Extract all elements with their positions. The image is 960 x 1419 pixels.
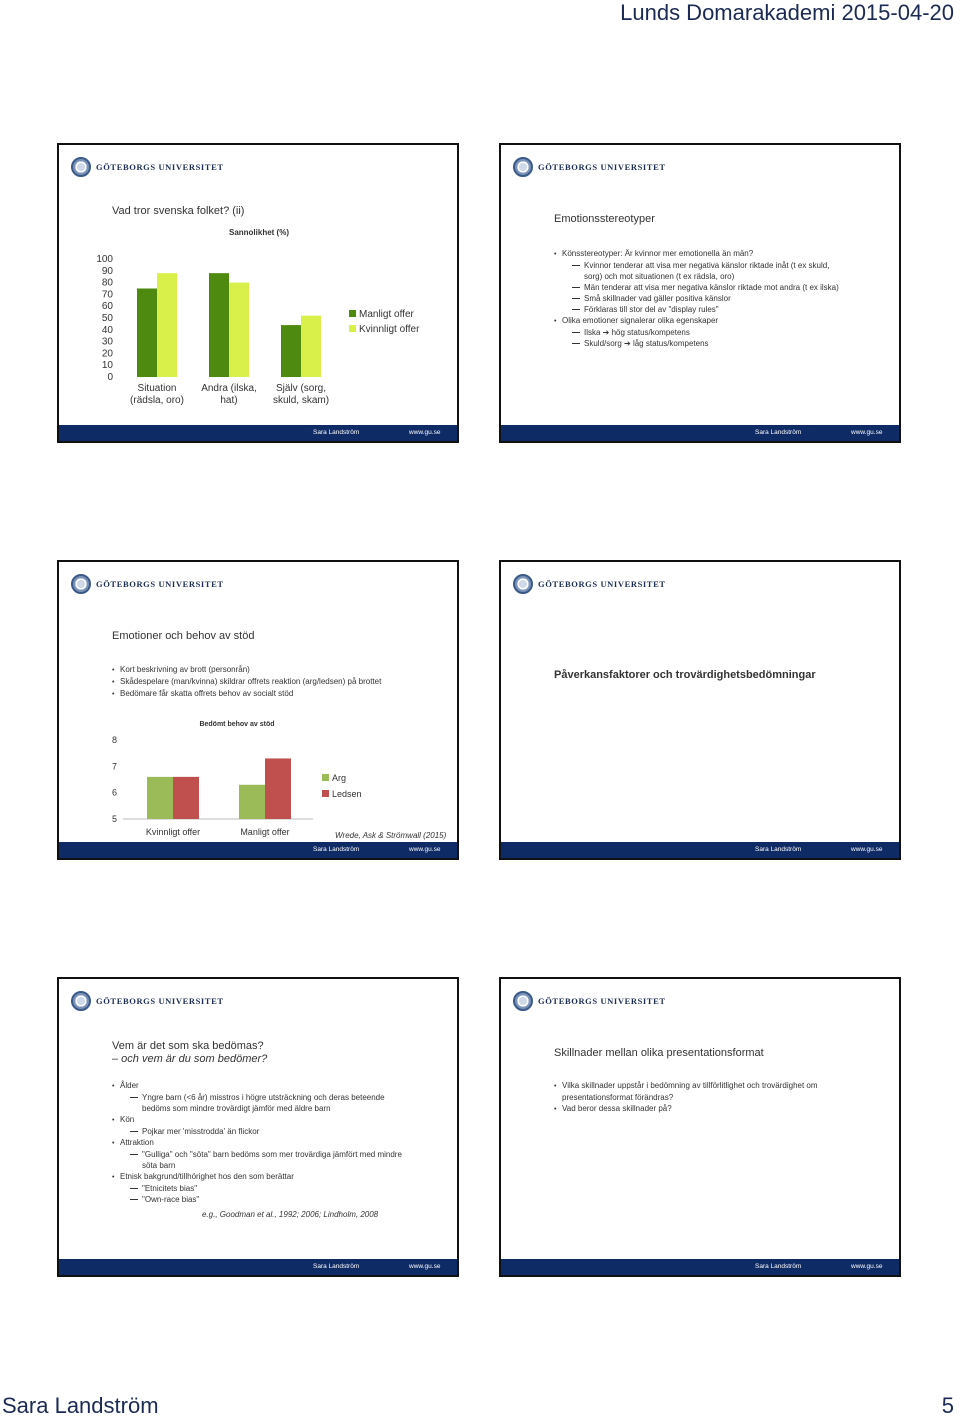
footer-author: Sara Landström (313, 429, 360, 436)
logo-text: GÖTEBORGS UNIVERSITET (538, 996, 666, 1006)
y-tick-label: 100 (96, 254, 113, 265)
y-tick-label: 70 (101, 289, 113, 301)
bullet-item: • Könsstereotyper: Är kvinnor mer emotionella än män? (554, 248, 844, 260)
logo-text: GÖTEBORGS UNIVERSITET (96, 162, 224, 172)
slide-1 (57, 143, 459, 443)
slide-title: Påverkansfaktorer och trovärdighetsbedömningar (554, 669, 816, 681)
footer-author: Sara Landström (755, 846, 802, 853)
citation: Wrede, Ask & Strömwall (2015) (335, 831, 447, 840)
legend-swatch (349, 310, 356, 317)
x-category-label: Manligt offer (240, 827, 290, 837)
slide-title: Vad tror svenska folket? (ii) (112, 205, 245, 217)
bullet-item: • Vilka skillnader uppstår i bedömning av tillförlitlighet och trovärdighet om presentationsformat förändras? (554, 1080, 844, 1103)
university-seal-icon (513, 574, 533, 594)
bar (209, 273, 229, 377)
bullet-item: • Etnisk bakgrund/tillhörighet hos den som berättar (112, 1171, 402, 1183)
slide-subtitle: – och vem är du som bedömer? (112, 1053, 268, 1065)
bullet-item: "Etnicitets bias" (112, 1183, 402, 1194)
bullet-item: Små skillnader vad gäller positiva känslor (554, 293, 844, 304)
bullet-item: • Vad beror dessa skillnader på? (554, 1103, 844, 1115)
logo (513, 157, 666, 177)
legend-swatch (322, 790, 329, 797)
slide-3 (57, 560, 459, 860)
legend-swatch (322, 774, 329, 781)
bar (265, 758, 291, 819)
logo (71, 574, 224, 594)
y-tick-label: 80 (101, 277, 113, 289)
bar (239, 785, 265, 819)
bullet-item: • Ålder (112, 1080, 402, 1092)
x-category-label: Själv (sorg, (275, 383, 327, 394)
bullet-list (112, 664, 397, 700)
x-category-label: Andra (ilska, (201, 383, 257, 394)
y-tick-label: 5 (111, 814, 117, 824)
slide-2 (499, 143, 901, 443)
bullet-item: Skuld/sorg ➔ låg status/kompetens (554, 338, 844, 349)
slide-title: Skillnader mellan olika presentationsformat (554, 1047, 764, 1059)
y-tick-label: 90 (101, 265, 113, 277)
x-category-label: skuld, skam) (272, 395, 330, 406)
bar (281, 325, 301, 377)
probability-chart (59, 225, 459, 443)
y-tick-label: 6 (111, 787, 117, 798)
legend-swatch (349, 325, 356, 332)
slide-title: Emotionsstereotyper (554, 213, 655, 225)
bullet-item: Yngre barn (<6 år) misstros i högre utsträckning och deras beteende bedöms som mindre trovärdigt jämför med äldre barn (112, 1092, 402, 1114)
bullet-list (112, 1080, 402, 1205)
y-tick-label: 30 (101, 336, 113, 348)
university-seal-icon (513, 991, 533, 1011)
footer-author: Sara Landström (755, 1263, 802, 1270)
logo (71, 157, 224, 177)
footer-author: Sara Landström (313, 1263, 360, 1270)
bullet-item: • Olika emotioner signalerar olika egenskaper (554, 315, 844, 327)
y-tick-label: 7 (111, 761, 117, 772)
bullet-list (554, 248, 844, 349)
chart-title: Bedömt behov av stöd (199, 721, 275, 728)
chart-title: Sannolikhet (%) (228, 228, 290, 237)
y-tick-label: 60 (101, 301, 113, 313)
footer-author: Sara Landström (755, 429, 802, 436)
slide-4 (499, 560, 901, 860)
slide-footer (59, 842, 457, 858)
slide-footer (59, 425, 457, 441)
footer-url: www.gu.se (409, 846, 441, 853)
logo (513, 574, 666, 594)
footer-url: www.gu.se (409, 1263, 441, 1270)
bar (137, 289, 157, 378)
y-tick-label: 0 (107, 372, 113, 383)
university-seal-icon (513, 157, 533, 177)
support-need-chart (59, 714, 459, 844)
slide-title: Emotioner och behov av stöd (112, 630, 255, 642)
logo (71, 991, 224, 1011)
legend-label: Ledsen (332, 789, 362, 799)
bullet-item: • Kön (112, 1114, 402, 1126)
y-tick-label: 40 (101, 324, 113, 336)
slide-footer (501, 1259, 899, 1275)
logo-text: GÖTEBORGS UNIVERSITET (96, 996, 224, 1006)
x-category-label: (rädsla, oro) (130, 395, 184, 406)
bar (301, 316, 321, 377)
y-tick-label: 10 (101, 360, 113, 372)
bar (147, 777, 173, 819)
bullet-item: Ilska ➔ hög status/kompetens (554, 327, 844, 338)
legend-label: Arg (332, 773, 347, 783)
footer-url: www.gu.se (851, 846, 883, 853)
bar (157, 273, 177, 377)
footer-url: www.gu.se (851, 1263, 883, 1270)
bullet-item: Män tenderar att visa mer negativa känslor riktade mot andra (t ex ilska) (554, 282, 844, 293)
legend-label: Manligt offer (359, 309, 414, 320)
x-category-label: hat) (220, 395, 238, 406)
page-number: 5 (941, 1393, 954, 1418)
logo-text: GÖTEBORGS UNIVERSITET (96, 579, 224, 589)
logo-text: GÖTEBORGS UNIVERSITET (538, 579, 666, 589)
page-header: Lunds Domarakademi 2015-04-20 (620, 0, 954, 25)
x-category-label: Kvinnligt offer (145, 827, 201, 837)
x-category-label: Situation (137, 383, 177, 394)
bullet-item: Kvinnor tenderar att visa mer negativa känslor riktade inåt (t ex skuld, sorg) och mot situationen (t ex rädsla, oro) (554, 260, 844, 282)
y-tick-label: 50 (101, 313, 113, 324)
y-tick-label: 8 (111, 735, 117, 745)
y-tick-label: 20 (101, 348, 113, 360)
logo (513, 991, 666, 1011)
footer-url: www.gu.se (409, 429, 441, 436)
legend-label: Kvinnligt offer (359, 324, 420, 335)
bar (229, 283, 249, 377)
logo-text: GÖTEBORGS UNIVERSITET (538, 162, 666, 172)
bar (173, 777, 199, 819)
slide-title: Vem är det som ska bedömas? (112, 1040, 264, 1052)
bullet-list (554, 1080, 844, 1115)
footer-author: Sara Landström (313, 846, 360, 853)
university-seal-icon (71, 157, 91, 177)
bullet-item: • Skådespelare (man/kvinna) skildrar offrets reaktion (arg/ledsen) på brottet (112, 676, 397, 688)
slide-6 (499, 977, 901, 1277)
university-seal-icon (71, 574, 91, 594)
citation: e.g., Goodman et al., 1992; 2006; Lindholm, 2008 (202, 1210, 379, 1219)
bullet-item: "Own-race bias" (112, 1194, 402, 1205)
footer-url: www.gu.se (851, 429, 883, 436)
bullet-item: • Bedömare får skatta offrets behov av socialt stöd (112, 688, 397, 700)
slide-footer (501, 425, 899, 441)
bullet-item: "Gulliga" och "söta" barn bedöms som mer trovärdiga jämfört med mindre söta barn (112, 1149, 402, 1171)
university-seal-icon (71, 991, 91, 1011)
bullet-item: Förklaras till stor del av "display rules" (554, 304, 844, 315)
page-footer-name: Sara Landström (2, 1393, 159, 1418)
bullet-item: Pojkar mer 'misstrodda' än flickor (112, 1126, 402, 1137)
bullet-item: • Kort beskrivning av brott (personrån) (112, 664, 397, 676)
slide-5 (57, 977, 459, 1277)
bullet-item: • Attraktion (112, 1137, 402, 1149)
slide-footer (501, 842, 899, 858)
slide-footer (59, 1259, 457, 1275)
